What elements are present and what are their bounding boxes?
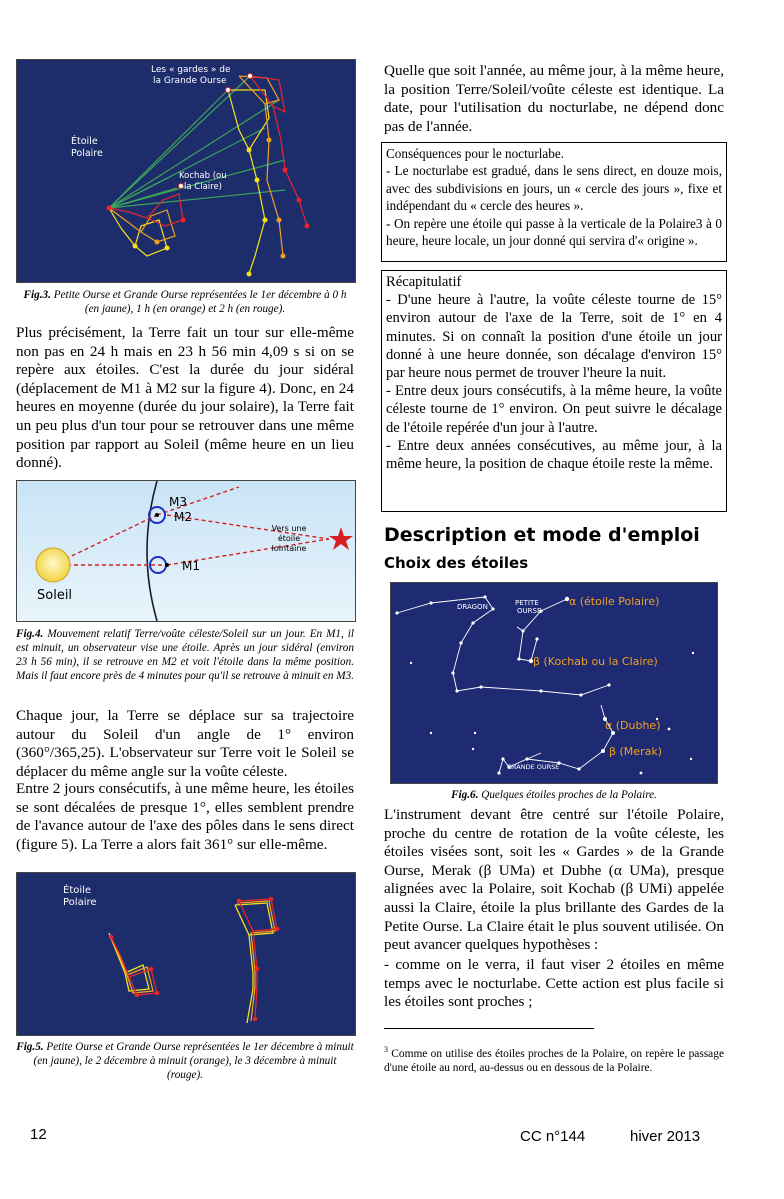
fig6-label-alpha-dubhe: α (Dubhe) <box>605 719 661 732</box>
fig6-label-petite-1: PETITE <box>515 599 539 607</box>
figure-5 <box>16 872 356 1036</box>
box1-item2: - On repère une étoile qui passe à la verticale de la Polaire3 à 0 heure, heure locale, un jour donné qui servira d'« origine ». <box>386 215 722 249</box>
fig6-label-beta-merak: β (Merak) <box>609 745 662 758</box>
fig4-label-soleil: Soleil <box>37 588 73 603</box>
left-paragraph-2: Chaque jour, la Terre se déplace sur sa trajectoire autour du Soleil d'un angle de 1° environ (360°/365,25). L'observateur sur Terre voit le Soleil se déplacer du même angle sur la voûte céleste. <box>16 707 354 780</box>
section-heading: Description et mode d'emploi <box>384 524 700 546</box>
figure-3 <box>16 59 356 283</box>
fig4-caption: Fig.4. Mouvement relatif Terre/voûte céleste/Soleil sur un jour. En M1, il est minuit, un observateur vise une étoile. Après un jour sidéral (environ 23 h 56 min), il se retrouve en M2 et voit l'étoile dans la même position. Mais il faut encore près de 4 minutes pour qu'il se retrouve à minuit en M3. <box>16 628 354 682</box>
fig6-label-grande: GRANDE OURSE <box>507 763 560 771</box>
box-consequences <box>381 142 727 262</box>
fig4-label-m2: M2 <box>174 510 192 524</box>
fig3-label-gardes-2: la Grande Ourse <box>153 76 227 86</box>
fig3-little-dipper-red <box>109 194 183 226</box>
box2-item1: - D'une heure à l'autre, la voûte céleste tourne de 15° environ autour de l'axe de la Terre, soit de 1° en 4 minutes. Si on connaît la position d'une étoile un jour donné à une heure donnée, son décalage d'environ 15° par heure nous permet de trouver l'heure la nuit. <box>386 292 722 382</box>
fig4-distant-star <box>329 527 353 550</box>
fig3-label-kochab-2: la Claire) <box>184 182 222 192</box>
fig3-label-polaire-2: Polaire <box>71 148 103 159</box>
footnote-rule <box>384 1028 594 1029</box>
fig3-label-polaire-1: Étoile <box>71 136 98 147</box>
fig5-label-polaire-2: Polaire <box>63 897 97 908</box>
fig6-label-beta-kochab: β (Kochab ou la Claire) <box>533 655 658 668</box>
fig3-label-gardes-1: Les « gardes » de <box>151 65 231 75</box>
box1-title: Conséquences pour le nocturlabe. <box>386 146 564 161</box>
left-paragraph-1: Plus précisément, la Terre fait un tour sur elle-même non pas en 24 h mais en 23 h 56 min 4,09 s si on se repère aux étoiles. C'est la durée du jour sidéral (déplacement de M1 à M2 sur la figure 4). Donc, en 24 heures en moyenne (durée du jour solaire), la Terre fait un peu plus d'un tour pour se retrouver dans une même position par rapport au Soleil (même heure en un lieu donné). <box>16 324 354 472</box>
fig4-orbit <box>147 481 157 621</box>
box1-item1: - Le nocturlabe est gradué, dans le sens direct, en douze mois, avec des subdivisions en jours, un « cercle des jours », fixe et indépendant du « cercle des heures ». <box>386 163 722 214</box>
fig5-caption: Fig.5. Petite Ourse et Grande Ourse représentées le 1er décembre à minuit (en jaune), le 2 décembre à minuit (orange), le 3 décembre à minuit (rouge). <box>16 1041 354 1081</box>
fig3-caption: Fig.3. Petite Ourse et Grande Ourse représentées le 1er décembre à 0 h (en jaune), 1 h (en orange) et 2 h (en rouge). <box>23 289 347 315</box>
fig4-sun <box>36 548 70 582</box>
box2-title: Récapitulatif <box>386 274 462 290</box>
right-intro: Quelle que soit l'année, au même jour, à la même heure, la position Terre/Soleil/voûte céleste est identique. La date, pour l'utilisation du nocturlabe, ne dépend donc pas de l'année. <box>384 62 724 135</box>
left-paragraph-3: Entre 2 jours consécutifs, à une même heure, les étoiles se sont décalées de presque 1°, elles semblent prendre de l'avance autour de l'axe des pôles dans le sens direct (figure 5). La Terre a alors fait 361° sur elle-même. <box>16 780 354 853</box>
page-number: 12 <box>30 1126 47 1143</box>
fig6-label-dragon: DRAGON <box>457 603 488 611</box>
fig5-label-polaire-1: Étoile <box>63 885 92 896</box>
fig6-label-petite-2: OURSE <box>517 607 542 615</box>
right-paragraph-2: - comme on le verra, il faut viser 2 étoiles en même temps avec le nocturlabe. Cette action est plus facile si les étoiles sont proches ; <box>384 956 724 1011</box>
footnote: $^3$ Comme on utilise des étoiles proches de la Polaire, on repère le passage d'une étoile au nord, au-dessus ou en dessous de la Polaire. <box>384 1045 724 1075</box>
box2-item3: - Entre deux années consécutives, au même jour, à la même heure, la position de chaque étoile reste la même. <box>386 437 722 473</box>
fig5-svg <box>17 873 355 1035</box>
fig3-big-dipper-yellow <box>228 90 265 274</box>
fig6-constellation-lines <box>397 597 613 773</box>
fig3-svg <box>17 60 355 282</box>
fig4-label-vers-1: Vers une <box>271 524 307 533</box>
box-recapitulatif <box>381 270 727 512</box>
section-subheading: Choix des étoiles <box>384 554 529 572</box>
fig4-label-m1: M1 <box>182 559 200 573</box>
fig6-svg <box>391 583 717 783</box>
fig4-label-m3: M3 <box>169 495 187 509</box>
fig3-label-kochab-1: Kochab (ou <box>179 171 227 181</box>
fig4-label-vers-2: étoile <box>277 534 301 543</box>
fig4-svg <box>17 481 355 621</box>
box2-item2: - Entre deux jours consécutifs, à la même heure, la voûte céleste tourne de 1° environ. On peut suivre le décalage de l'étoile repérée d'un jour à l'autre. <box>386 383 722 436</box>
right-paragraph-1: L'instrument devant être centré sur l'étoile Polaire, proche du centre de rotation de la voûte céleste, les étoiles visées sont, soit les « Gardes » de la Grande Ourse, Merak (β UMa) et Dubhe (α UMa), presque alignées avec la Polaire, soit Kochab (β UMi) appelée aussi la Claire, étoile la plus brillante des Gardes de la Petite Ourse. La Claire était le plus souvent utilisée. On peut avancer quelques hypothèses : <box>384 806 724 954</box>
figure-6 <box>390 582 718 784</box>
issue-season: hiver 2013 <box>630 1128 701 1145</box>
fig6-label-alpha-polaire: α (étoile Polaire) <box>569 595 660 608</box>
figure-4 <box>16 480 356 622</box>
fig6-caption: Fig.6. Quelques étoiles proches de la Polaire. <box>451 789 657 801</box>
fig4-label-vers-3: lointaine <box>271 544 307 553</box>
issue-number: CC n°144 <box>520 1128 586 1145</box>
